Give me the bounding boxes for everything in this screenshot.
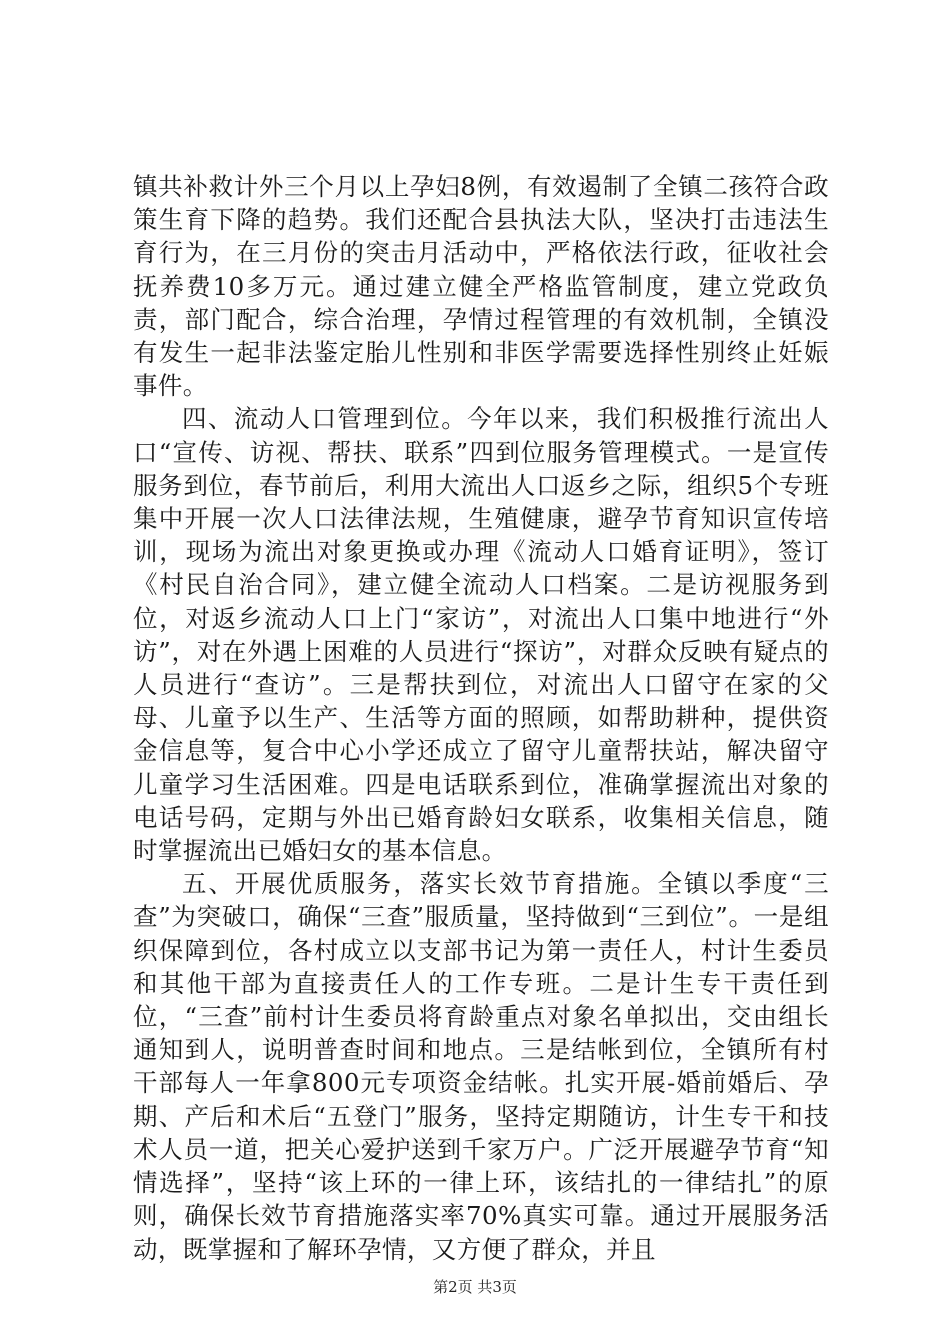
page-footer: 第2页 共3页 — [433, 1278, 517, 1296]
document-body — [133, 170, 829, 1266]
paragraph-3: 五、开展优质服务，落实长效节育措施。全镇以季度“三查”为突破口，确保“三查”服质量，坚持做到“三到位”。一是组织保障到位，各村成立以支部书记为第一责任人，村计生委员和其他干部为直接责任人的工作专班。二是计生专干责任到位，“三查”前村计生委员将育龄重点对象名单拟出，交由组长通知到人，说明普查时间和地点。三是结帐到位，全镇所有村干部每人一年拿800元专项资金结帐。扎实开展-婚前婚后、孕期、产后和术后“五登门”服务，坚持定期随访，计生专干和技术人员一道，把关心爱护送到千家万户。广泛开展避孕节育“知情选择”，坚持“该上环的一律上环，该结扎的一律结扎”的原则，确保长效节育措施落实率70%真实可靠。通过开展服务活动，既掌握和了解环孕情，又方便了群众，并且 — [133, 869, 829, 1264]
paragraph-2: 四、流动人口管理到位。今年以来，我们积极推行流出人口“宣传、访视、帮扶、联系”四到位服务管理模式。一是宣传服务到位，春节前后，利用大流出人口返乡之际，组织5个专班集中开展一次人口法律法规，生殖健康，避孕节育知识宣传培训，现场为流出对象更换或办理《流动人口婚育证明》，签订《村民自治合同》，建立健全流动人口档案。二是访视服务到位，对返乡流动人口上门“家访”，对流出人口集中地进行“外访”，对在外遇上困难的人员进行“探访”，对群众反映有疑点的人员进行“查访”。三是帮扶到位，对流出人口留守在家的父母、儿童予以生产、生活等方面的照顾，如帮助耕种，提供资金信息等，复合中心小学还成立了留守儿童帮扶站，解决留守儿童学习生活困难。四是电话联系到位，准确掌握流出对象的电话号码，定期与外出已婚育龄妇女联系，收集相关信息，随时掌握流出已婚妇女的基本信息。 — [133, 404, 829, 866]
paragraph-1: 镇共补救计外三个月以上孕妇8例，有效遏制了全镇二孩符合政策生育下降的趋势。我们还配合县执法大队，坚决打击违法生育行为，在三月份的突击月活动中，严格依法行政，征收社会抚养费10多万元。通过建立健全严格监管制度，建立党政负责，部门配合，综合治理，孕情过程管理的有效机制，全镇没有发生一起非法鉴定胎儿性别和非医学需要选择性别终止妊娠事件。 — [133, 172, 829, 401]
